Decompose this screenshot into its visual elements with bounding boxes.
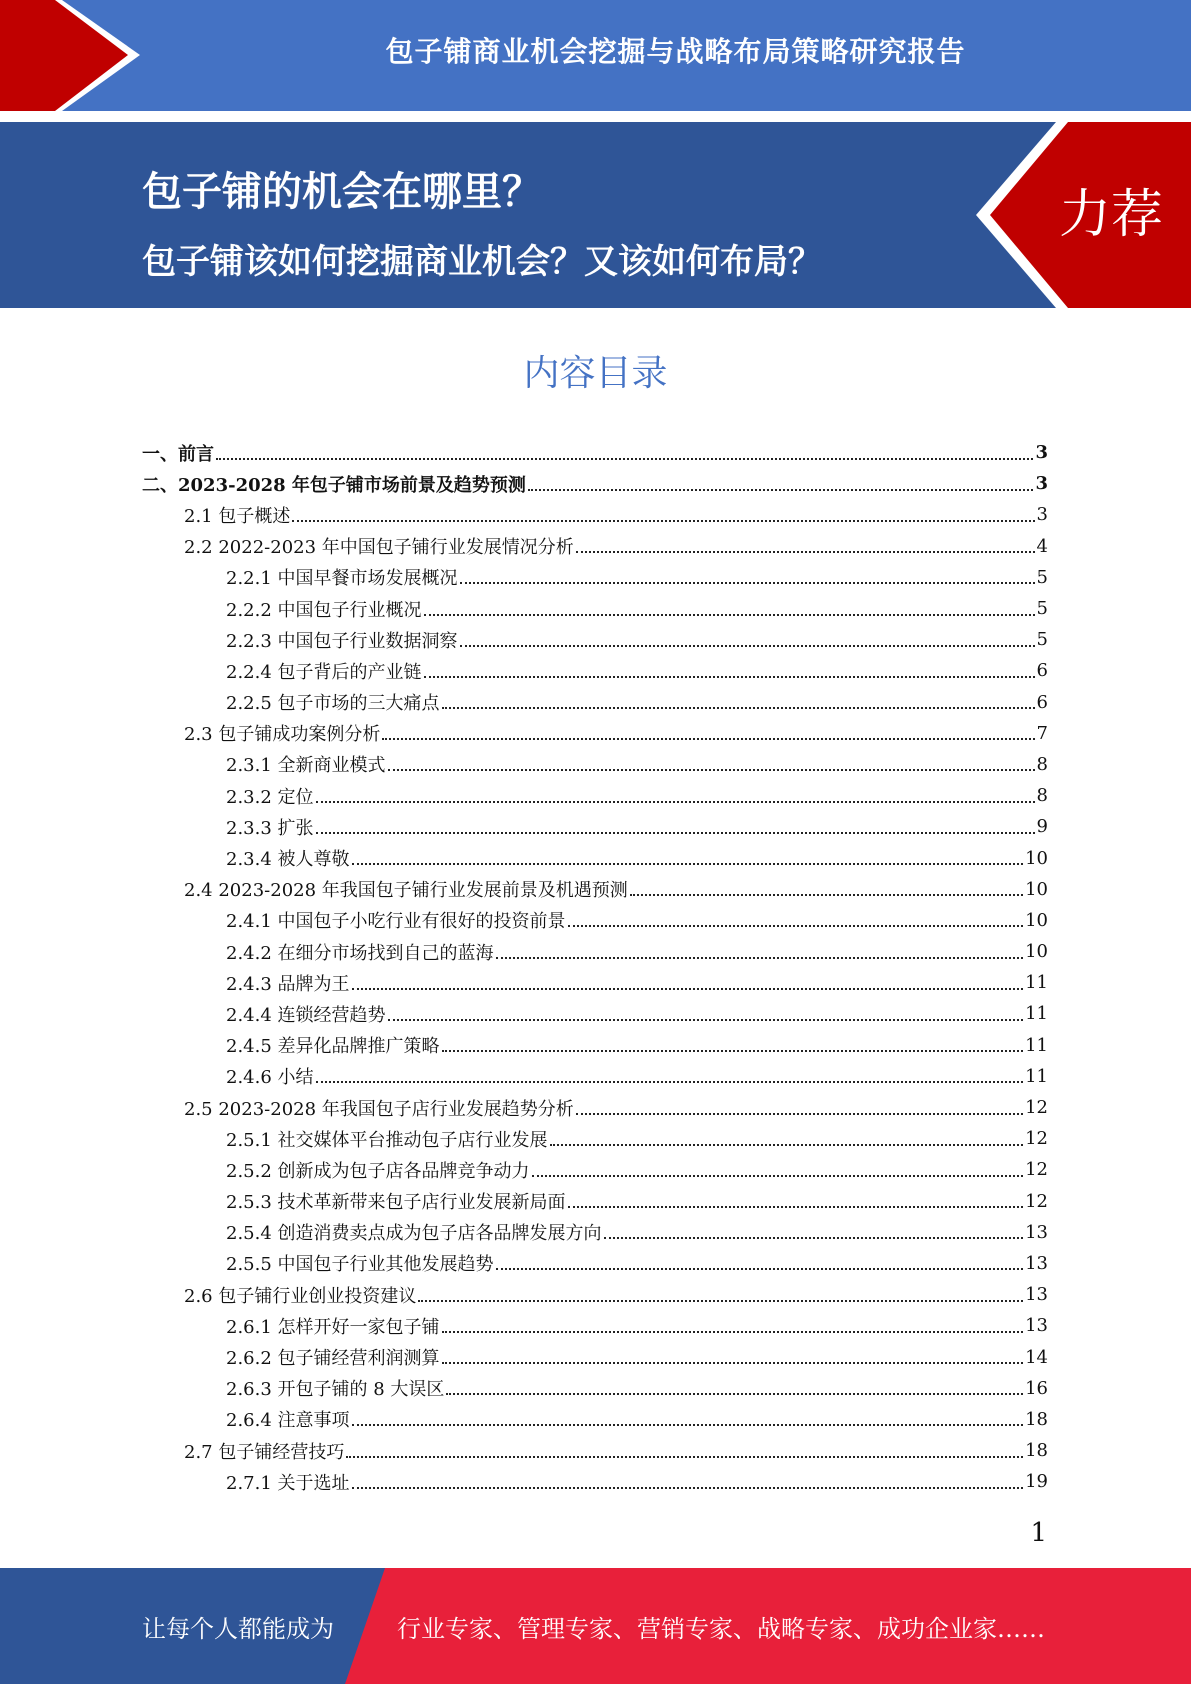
toc-entry-page: 5 [1036, 566, 1048, 588]
dot-leader [442, 1362, 1024, 1364]
toc-entry-page: 11 [1025, 1003, 1048, 1025]
toc-entry[interactable] [142, 562, 1048, 593]
dot-leader [442, 1331, 1024, 1333]
toc-entry-label: 2.4.3 品牌为王 [226, 973, 350, 995]
toc-entry-label: 2.5.4 创造消费卖点成为包子店各品牌发展方向 [226, 1223, 602, 1245]
toc-entry-page: 5 [1036, 598, 1048, 620]
dot-leader [316, 801, 1035, 803]
toc-entry-label: 2.3 包子铺成功案例分析 [184, 724, 381, 746]
dot-leader [216, 458, 1033, 460]
toc-entry-page: 18 [1025, 1440, 1048, 1462]
toc-entry[interactable] [142, 842, 1048, 873]
toc-entry[interactable] [142, 1248, 1048, 1279]
toc-entry-label: 2.5.5 中国包子行业其他发展趋势 [226, 1254, 494, 1276]
red-arrow-decoration [0, 0, 160, 111]
toc-entry-page: 13 [1025, 1284, 1048, 1306]
dot-leader [316, 832, 1035, 834]
toc-entry-label: 2.5.2 创新成为包子店各品牌竞争动力 [226, 1160, 530, 1182]
headline-question-2: 包子铺该如何挖掘商业机会？又该如何布局？ [142, 242, 822, 282]
toc-entry[interactable] [142, 437, 1048, 468]
toc-entry-page: 18 [1025, 1408, 1048, 1430]
toc-entry[interactable] [142, 624, 1048, 655]
dot-leader [528, 489, 1034, 491]
toc-entry-page: 12 [1025, 1159, 1048, 1181]
toc-entry[interactable] [142, 1466, 1048, 1497]
toc-entry-page: 10 [1025, 909, 1048, 931]
dot-leader [532, 1175, 1024, 1177]
dot-leader [604, 1237, 1024, 1239]
toc-entry-page: 6 [1036, 691, 1048, 713]
toc-entry[interactable] [142, 468, 1048, 499]
dot-leader [316, 1081, 1024, 1083]
toc-entry-page: 9 [1036, 816, 1048, 838]
dot-leader [576, 1113, 1023, 1115]
toc-entry-label: 2.5 2023-2028 年我国包子店行业发展趋势分析 [184, 1098, 574, 1120]
page-number: 1 [1030, 1518, 1047, 1548]
toc-entry[interactable] [142, 1310, 1048, 1341]
toc-entry-label: 2.3.2 定位 [226, 786, 314, 808]
dot-leader [550, 1144, 1024, 1146]
toc-entry-label: 2.6.2 包子铺经营利润测算 [226, 1348, 440, 1370]
toc-entry-label: 2.2.5 包子市场的三大痛点 [226, 693, 440, 715]
toc-entry-label: 2.6.1 怎样开好一家包子铺 [226, 1316, 440, 1338]
toc-entry-page: 3 [1035, 442, 1048, 464]
toc-entry-page: 13 [1025, 1252, 1048, 1274]
toc-entry-label: 2.3.1 全新商业模式 [226, 755, 386, 777]
toc-entry-label: 2.2.1 中国早餐市场发展概况 [226, 568, 458, 590]
toc-entry-label: 2.4.1 中国包子小吃行业有很好的投资前景 [226, 911, 566, 933]
dot-leader [352, 1424, 1024, 1426]
toc-entry-label: 2.4.2 在细分市场找到自己的蓝海 [226, 942, 494, 964]
toc-entry[interactable] [142, 967, 1048, 998]
toc-entry[interactable] [142, 499, 1048, 530]
toc-entry-label: 2.4 2023-2028 年我国包子铺行业发展前景及机遇预测 [184, 880, 628, 902]
toc-entry-page: 10 [1025, 878, 1048, 900]
dot-leader [630, 894, 1023, 896]
toc-entry[interactable] [142, 936, 1048, 967]
toc-entry[interactable] [142, 998, 1048, 1029]
toc-entry-page: 19 [1025, 1471, 1048, 1493]
toc-entry[interactable] [142, 655, 1048, 686]
toc-entry-label: 2.2.2 中国包子行业概况 [226, 599, 422, 621]
toc-entry[interactable] [142, 531, 1048, 562]
toc-entry-label: 一、前言 [142, 443, 214, 465]
table-of-contents [142, 437, 1048, 1497]
dot-leader [576, 551, 1035, 553]
dot-leader [424, 676, 1035, 678]
toc-entry-label: 2.6.4 注意事项 [226, 1410, 350, 1432]
dot-leader [292, 520, 1034, 522]
dot-leader [568, 925, 1024, 927]
toc-entry[interactable] [142, 1186, 1048, 1217]
toc-entry-label: 二、2023-2028 年包子铺市场前景及趋势预测 [142, 474, 526, 496]
toc-entry-page: 12 [1025, 1128, 1048, 1150]
dot-leader [460, 645, 1035, 647]
toc-entry[interactable] [142, 1373, 1048, 1404]
toc-entry-label: 2.2.3 中国包子行业数据洞察 [226, 630, 458, 652]
toc-entry-page: 3 [1036, 504, 1048, 526]
toc-entry[interactable] [142, 1217, 1048, 1248]
dot-leader [388, 769, 1035, 771]
toc-entry-page: 3 [1035, 473, 1048, 495]
toc-entry[interactable] [142, 718, 1048, 749]
toc-entry-page: 5 [1036, 629, 1048, 651]
toc-entry[interactable] [142, 1435, 1048, 1466]
toc-entry[interactable] [142, 780, 1048, 811]
toc-entry-label: 2.3.4 被人尊敬 [226, 849, 350, 871]
footer-banner [0, 1568, 1191, 1684]
toc-entry[interactable] [142, 1154, 1048, 1185]
toc-entry[interactable] [142, 1404, 1048, 1435]
toc-entry[interactable] [142, 874, 1048, 905]
toc-entry-page: 4 [1036, 535, 1048, 557]
toc-entry[interactable] [142, 905, 1048, 936]
toc-entry-label: 2.2.4 包子背后的产业链 [226, 661, 422, 683]
toc-entry-page: 8 [1036, 785, 1048, 807]
toc-entry-page: 13 [1025, 1315, 1048, 1337]
toc-entry[interactable] [142, 1279, 1048, 1310]
dot-leader [346, 1456, 1023, 1458]
toc-entry-page: 11 [1025, 972, 1048, 994]
dot-leader [442, 707, 1035, 709]
toc-entry-label: 2.1 包子概述 [184, 505, 291, 527]
toc-entry-page: 10 [1025, 847, 1048, 869]
dot-leader [496, 957, 1024, 959]
toc-entry[interactable] [142, 687, 1048, 718]
toc-entry-page: 12 [1025, 1097, 1048, 1119]
dot-leader [442, 1050, 1024, 1052]
toc-entry-label: 2.4.4 连锁经营趋势 [226, 1004, 386, 1026]
toc-entry[interactable] [142, 749, 1048, 780]
toc-entry-page: 16 [1025, 1377, 1048, 1399]
toc-entry[interactable] [142, 1341, 1048, 1372]
toc-entry-label: 2.5.3 技术革新带来包子店行业发展新局面 [226, 1192, 566, 1214]
dot-leader [388, 1019, 1024, 1021]
toc-entry-label: 2.7.1 关于选址 [226, 1472, 350, 1494]
dot-leader [568, 1206, 1024, 1208]
toc-entry-label: 2.7 包子铺经营技巧 [184, 1441, 345, 1463]
dot-leader [352, 1487, 1024, 1489]
toc-entry-page: 13 [1025, 1221, 1048, 1243]
toc-entry-label: 2.2 2022-2023 年中国包子铺行业发展情况分析 [184, 537, 574, 559]
toc-entry-label: 2.4.5 差异化品牌推广策略 [226, 1036, 440, 1058]
dot-leader [382, 738, 1034, 740]
headline-question-1: 包子铺的机会在哪里？ [142, 169, 542, 215]
toc-entry-label: 2.6 包子铺行业创业投资建议 [184, 1285, 417, 1307]
toc-entry-page: 6 [1036, 660, 1048, 682]
toc-entry-page: 12 [1025, 1190, 1048, 1212]
toc-entry[interactable] [142, 1030, 1048, 1061]
toc-entry-page: 7 [1036, 722, 1048, 744]
top-banner [0, 0, 1191, 111]
dot-leader [352, 988, 1024, 990]
toc-entry-label: 2.5.1 社交媒体平台推动包子店行业发展 [226, 1129, 548, 1151]
toc-entry-page: 11 [1025, 1065, 1048, 1087]
report-title: 包子铺商业机会挖掘与战略布局策略研究报告 [385, 35, 966, 68]
toc-entry-page: 11 [1025, 1034, 1048, 1056]
toc-entry[interactable] [142, 1061, 1048, 1092]
dot-leader [446, 1393, 1023, 1395]
toc-entry[interactable] [142, 1123, 1048, 1154]
toc-entry[interactable] [142, 811, 1048, 842]
toc-entry-label: 2.4.6 小结 [226, 1067, 314, 1089]
hero-banner [0, 122, 1191, 308]
dot-leader [496, 1268, 1024, 1270]
toc-entry-label: 2.6.3 开包子铺的 8 大误区 [226, 1379, 445, 1401]
toc-title: 内容目录 [523, 353, 668, 394]
toc-entry[interactable] [142, 1092, 1048, 1123]
footer-slogan-right: 行业专家、管理专家、营销专家、战略专家、成功企业家…… [397, 1614, 1045, 1643]
toc-entry-page: 10 [1025, 941, 1048, 963]
toc-entry-label: 2.3.3 扩张 [226, 817, 314, 839]
footer-slogan-left: 让每个人都能成为 [142, 1614, 334, 1643]
toc-entry-page: 14 [1025, 1346, 1048, 1368]
toc-entry-page: 8 [1036, 753, 1048, 775]
toc-entry[interactable] [142, 593, 1048, 624]
recommend-badge: 力荐 [1058, 185, 1163, 245]
dot-leader [352, 863, 1024, 865]
dot-leader [418, 1300, 1023, 1302]
dot-leader [424, 614, 1035, 616]
dot-leader [460, 582, 1035, 584]
